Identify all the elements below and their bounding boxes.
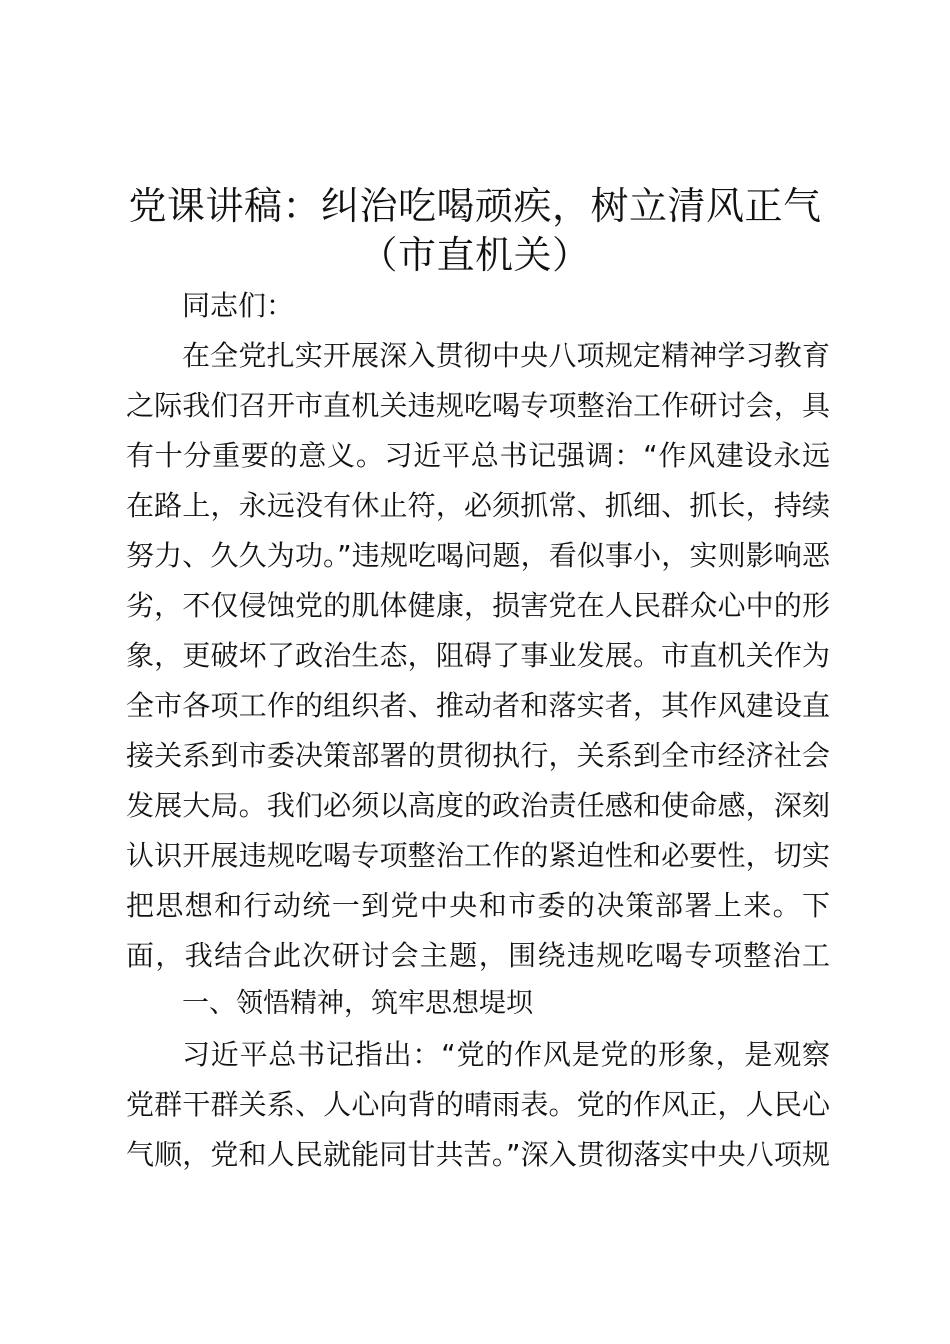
document-title: 党课讲稿：纠治吃喝顽疾，树立清风正气（市直机关） xyxy=(128,184,822,277)
body-paragraph: 在全党扎实开展深入贯彻中央八项规定精神学习教育之际我们召开市直机关违规吃喝专项整治工作研讨会，具有十分重要的意义。习近平总书记强调：“作风建设永远在路上，永远没有休止符，必须抓常、抓细、抓长，持续努力、久久为功。”违规吃喝问题，看似事小，实则影响恶劣，不仅侵蚀党的肌体健康，损害党在人民群众心中的形象，更破坏了政治生态，阻碍了事业发展。市直机关作为全市各项工作的组织者、推动者和落实者，其作风建设直接关系到市委决策部署的贯彻执行，关系到全市经济社会发展大局。我们必须以高度的政治责任感和使命感，深刻认识开展违规吃喝专项整治工作的紧迫性和必要性，切实把思想和行动统一到党中央和市委的决策部署上来。下面，我结合此次研讨会主题，围绕违规吃喝专项整治工 xyxy=(126,339,830,972)
salutation: 同志们： xyxy=(182,289,295,322)
body-paragraph: 习近平总书记指出：“党的作风是党的形象，是观察党群干群关系、人心向背的晴雨表。党的作风正，人民心气顺，党和人民就能同甘共苦。”深入贯彻落实中央八项规 xyxy=(126,1038,830,1171)
section-heading: 一、领悟精神，筑牢思想堤坝 xyxy=(182,988,533,1019)
